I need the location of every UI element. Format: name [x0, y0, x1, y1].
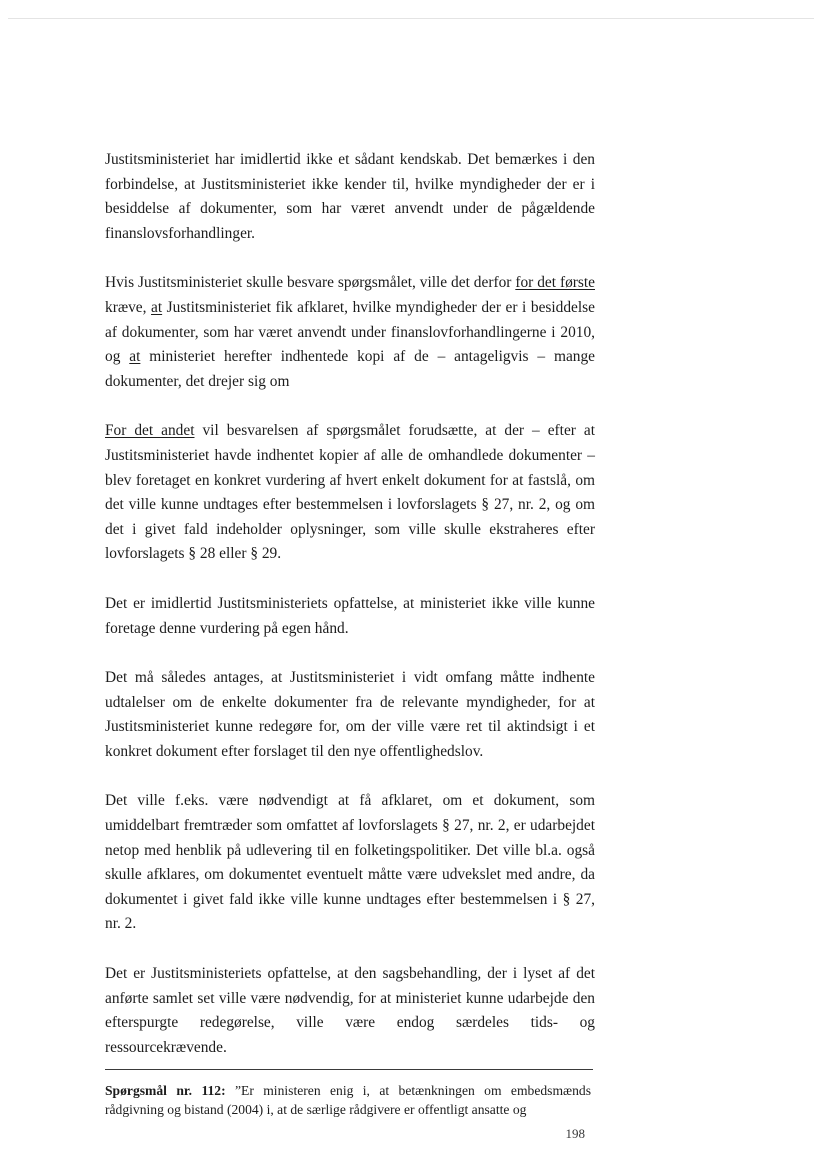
underlined-phrase: at — [151, 298, 163, 316]
underlined-phrase: For det andet — [105, 422, 195, 440]
paragraph-text: kræve, — [105, 298, 152, 316]
letter-body — [105, 148, 595, 1085]
paragraph-text: Det er imidlertid Justitsministeriets opfattelse, at ministeriet ikke ville kunne foretage denne vurdering på egen hånd. — [105, 594, 595, 637]
scan-edge-line — [8, 18, 814, 19]
paragraph-text: Justitsministeriet har imidlertid ikke et sådant kendskab. Det bemærkes i den forbindelse, at Justitsministeriet ikke kender til, hvilke myndigheder der er i besiddelse af dokumenter, som har været anvendt under de pågældende finanslovsforhandlinger. — [105, 151, 595, 242]
paragraph-text: vil besvarelsen af spørgsmålet forudsætte, at der – efter at Justitsministeriet havde indhentet kopier af alle de omhandlede dokumenter – blev foretaget en konkret vurdering af hvert enkelt dokument for at fastslå, om det ville kunne undtages efter bestemmelsen i lovforslagets § 27, nr. 2, og om det i givet fald indeholder oplysninger, som ville skulle ekstraheres efter lovforslagets § 28 eller § 29. — [105, 422, 595, 563]
paragraph-text: ministeriet herefter indhentede kopi af de – antageligvis – mange dokumenter, det drejer sig om — [105, 348, 595, 390]
underlined-phrase: for det første — [515, 274, 595, 292]
paragraph — [105, 592, 595, 641]
footnote — [105, 1081, 591, 1119]
page-number: 198 — [565, 1126, 585, 1141]
paragraph-text: Det ville f.eks. være nødvendigt at få afklaret, om et dokument, som umiddelbart fremtræder som omfattet af lovforslagets § 27, nr. 2, er udarbejdet netop med henblik på udlevering til en folketingspolitiker. Det ville bl.a. også skulle afklares, om dokumentet eventuelt måtte være udvekslet med andre, da dokumentet i givet fald ikke ville kunne undtages efter bestemmelsen i § 27, nr. 2. — [105, 792, 595, 933]
paragraph — [105, 666, 595, 764]
footnote-text: ”Er ministeren enig i, at betænkningen om embedsmænds rådgivning og bistand (2004) i, at de særlige rådgivere er offentligt ansatte og — [105, 1083, 591, 1117]
underlined-phrase: at — [129, 348, 141, 366]
paragraph-text: Det må således antages, at Justitsministeriet i vidt omfang måtte indhente udtalelser om de enkelte dokumenter fra de relevante myndigheder, for at Justitsministeriet kunne redegøre for, om der ville være ret til aktindsigt i et konkret dokument efter forslaget til den nye offentlighedslov. — [105, 669, 595, 760]
paragraph-text: Det er Justitsministeriets opfattelse, at den sagsbehandling, der i lyset af det anførte samlet set ville være nødvendig, for at ministeriet kunne udarbejde den efterspurgte redegørelse, ville være endog særdeles tids- og ressourcekrævende. — [105, 965, 595, 1056]
footnote-label: Spørgsmål nr. 112: — [105, 1083, 226, 1098]
paragraph — [105, 789, 595, 937]
paragraph-text: Justitsministeriet fik afklaret, hvilke myndigheder der er i besiddelse af dokumenter, som har været anvendt under finanslovforhandlingerne i 2010, og — [105, 298, 595, 366]
paragraph — [105, 419, 595, 567]
paragraph — [105, 148, 595, 246]
paragraph-text: Hvis Justitsministeriet skulle besvare spørgsmålet, ville det derfor — [105, 274, 516, 292]
paragraph — [105, 271, 595, 394]
paragraph — [105, 962, 595, 1060]
footnote-divider — [105, 1069, 593, 1070]
